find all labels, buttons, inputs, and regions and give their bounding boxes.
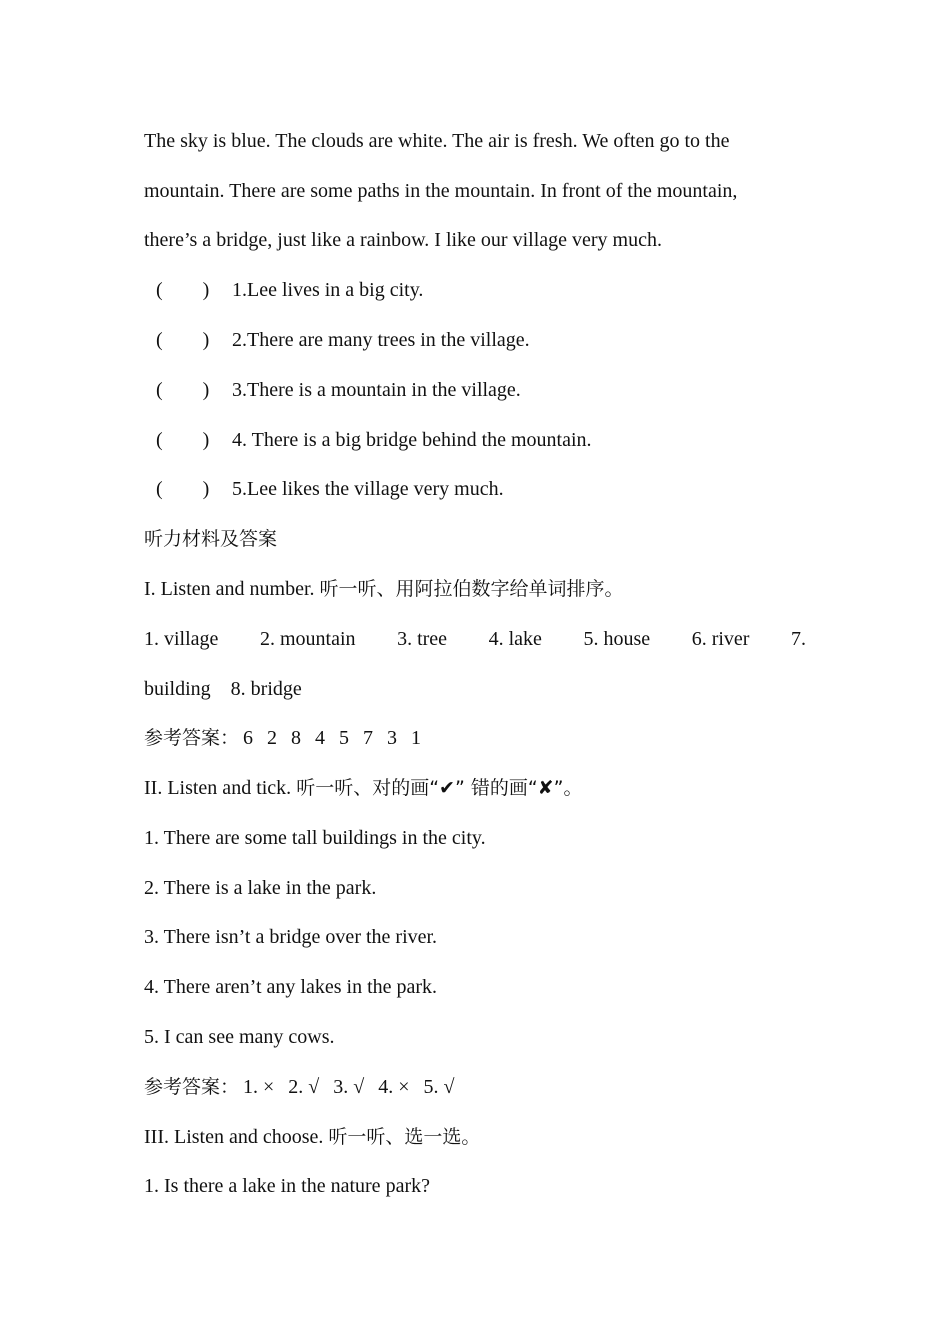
list-item: 1. There are some tall buildings in the city.: [144, 827, 486, 849]
word: 4. lake: [488, 628, 542, 650]
part3-title: [144, 1124, 480, 1150]
question-text: 2.There are many trees in the village.: [232, 329, 530, 351]
question-text: 5.Lee likes the village very much.: [232, 478, 504, 500]
title-en: III. Listen and choose.: [144, 1126, 324, 1148]
answer: 8: [291, 727, 302, 749]
question-item: [144, 327, 530, 353]
word: 5. house: [583, 628, 651, 650]
answer: 2. √: [288, 1076, 320, 1098]
answer: 2: [267, 727, 278, 749]
title-cn: 听一听、选一选。: [328, 1126, 481, 1148]
question-item: [144, 427, 592, 453]
list-item: 3. There isn’t a bridge over the river.: [144, 926, 438, 948]
answer: 3. √: [333, 1076, 365, 1098]
title-en: I. Listen and number.: [144, 578, 315, 600]
answer-blank: ( ): [156, 329, 210, 351]
answer: 3: [387, 727, 398, 749]
word: 3. tree: [397, 628, 448, 650]
passage-line: The sky is blue. The clouds are white. The air is fresh. We often go to the: [144, 130, 730, 152]
title-cn: 听一听、对的画“✔” 错的画“✘”。: [296, 777, 583, 799]
answer: 5: [339, 727, 350, 749]
answer: 6: [243, 727, 254, 749]
question-text: 1.Lee lives in a big city.: [232, 279, 424, 301]
word: 1. village: [144, 628, 219, 650]
passage-line: mountain. There are some paths in the mountain. In front of the mountain,: [144, 180, 738, 202]
part2-answers: [144, 1074, 469, 1100]
question-item: [144, 277, 423, 303]
answer: 1: [411, 727, 422, 749]
answer-blank: ( ): [156, 429, 210, 451]
answer: 5. √: [423, 1076, 455, 1098]
answer-blank: ( ): [156, 478, 210, 500]
answer: 7: [363, 727, 374, 749]
question-text: 3.There is a mountain in the village.: [232, 379, 521, 401]
part2-title: [144, 775, 582, 801]
answer: 4. ×: [378, 1076, 410, 1098]
word-list-cont: building 8. bridge: [144, 678, 302, 700]
part1-title: [144, 576, 624, 602]
question-item: [144, 476, 504, 502]
answer-label: 参考答案：: [144, 1076, 240, 1098]
answer-blank: ( ): [156, 279, 210, 301]
word: 7.: [791, 628, 806, 650]
question-text: 4. There is a big bridge behind the mountain.: [232, 429, 592, 451]
word: 2. mountain: [259, 628, 356, 650]
word: 6. river: [691, 628, 750, 650]
list-item: 2. There is a lake in the park.: [144, 877, 377, 899]
answer: 1. ×: [243, 1076, 275, 1098]
list-item: 5. I can see many cows.: [144, 1026, 335, 1048]
title-en: II. Listen and tick.: [144, 777, 292, 799]
part1-answers: [144, 725, 435, 751]
answer-label: 参考答案：: [144, 727, 240, 749]
list-item: 4. There aren’t any lakes in the park.: [144, 976, 438, 998]
answer-blank: ( ): [156, 379, 210, 401]
passage-line: there’s a bridge, just like a rainbow. I like our village very much.: [144, 229, 662, 251]
list-item: 1. Is there a lake in the nature park?: [144, 1175, 430, 1197]
answer: 4: [315, 727, 326, 749]
word-list: [144, 626, 806, 652]
section-heading: 听力材料及答案: [144, 528, 278, 550]
title-cn: 听一听、用阿拉伯数字给单词排序。: [319, 578, 624, 600]
question-item: [144, 377, 521, 403]
